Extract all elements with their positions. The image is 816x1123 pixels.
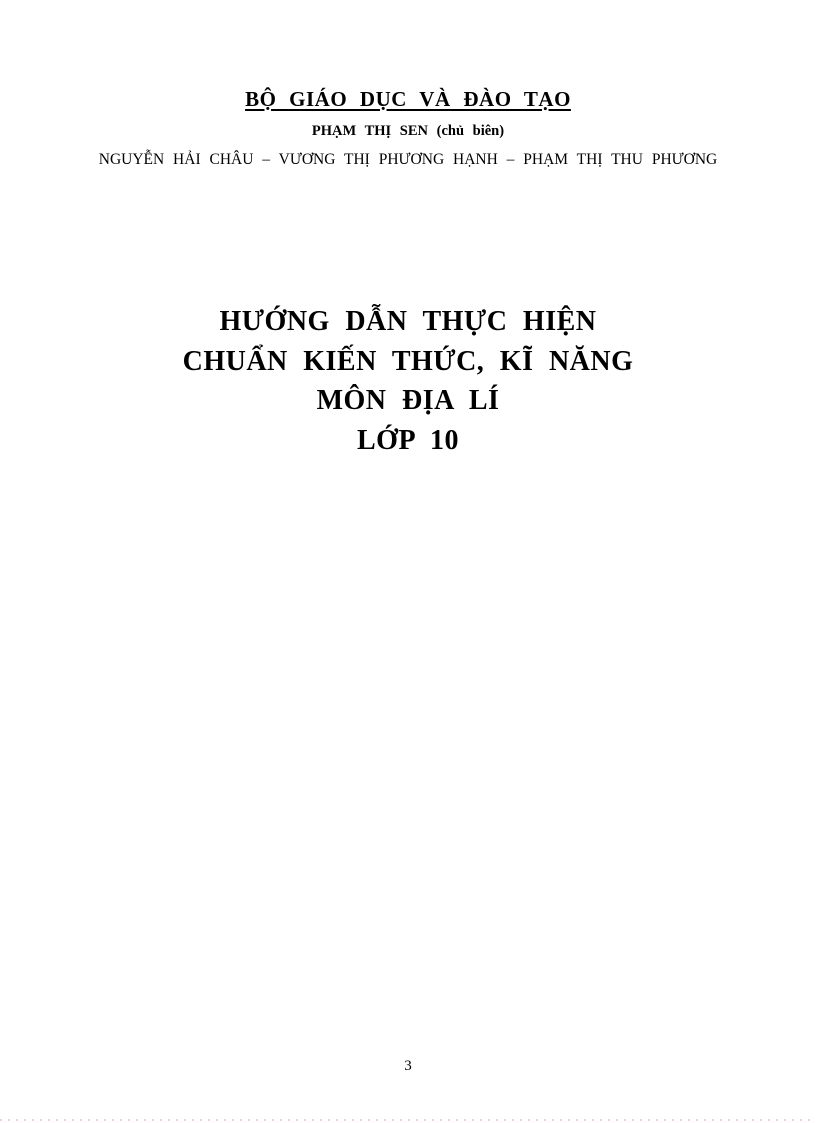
authors-byline: NGUYỄN HẢI CHÂU – VƯƠNG THỊ PHƯƠNG HẠNH – PHẠM THỊ THU PHƯƠNG [98, 151, 718, 168]
main-title-line-4: LỚP 10 [356, 424, 459, 456]
page-break-divider [0, 1119, 816, 1121]
editor-byline: PHẠM THỊ SEN (chủ biên) [311, 123, 505, 139]
publisher-title: BỘ GIÁO DỤC VÀ ĐÀO TẠO [245, 87, 571, 111]
document-header [0, 0, 816, 171]
page-number: 3 [404, 1058, 412, 1074]
main-title-line-2: CHUẨN KIẾN THỨC, KĨ NĂNG [182, 345, 634, 377]
main-title-line-1: HƯỚNG DẪN THỰC HIỆN [219, 306, 597, 337]
main-title-line-3: MÔN ĐỊA LÍ [316, 385, 500, 416]
main-title-block [0, 302, 816, 460]
